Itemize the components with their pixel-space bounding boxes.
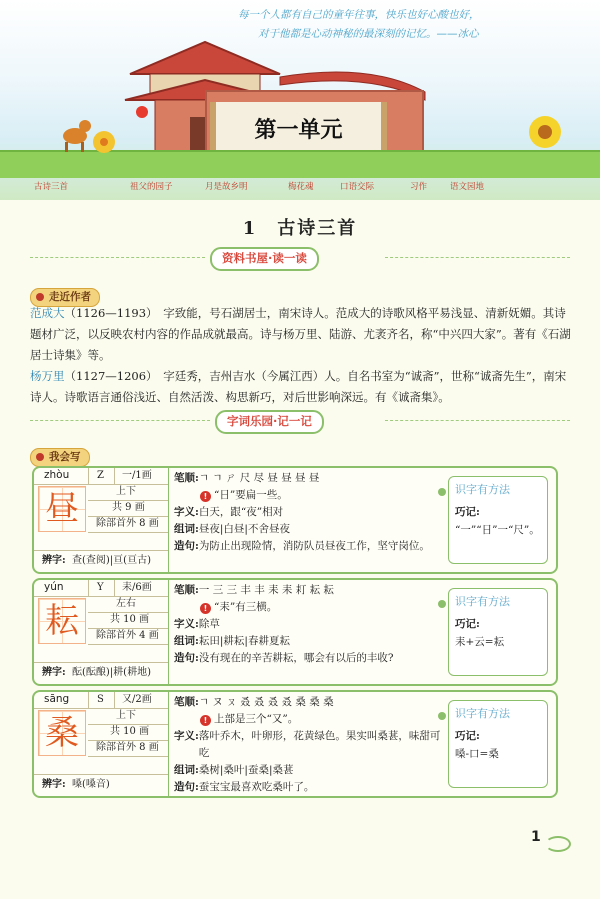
analysis-label: 辨字:: [42, 555, 66, 566]
sentence-label: 造句:: [174, 540, 199, 552]
nav-item[interactable]: 祖父的园子: [130, 182, 173, 192]
meaning-label: 字义:: [174, 730, 199, 742]
memory-tip-box: [448, 588, 548, 676]
connector-dot-icon: [438, 712, 446, 720]
sentence-text: 为防止出现险情，消防队员昼夜工作，坚守岗位。: [198, 540, 430, 552]
stroke-count: 共 10 画: [110, 614, 150, 625]
tag-dot-icon: [36, 293, 44, 301]
unit-header: [0, 0, 600, 200]
pinyin: zhòu: [44, 469, 70, 481]
method-label: 巧记:: [455, 618, 480, 630]
sentence-text: 蚕宝宝最喜欢吃桑叶了。: [198, 781, 315, 793]
words-label: 组词:: [174, 635, 199, 647]
nav-item[interactable]: 习作: [410, 182, 428, 192]
method-label: 巧记:: [455, 506, 480, 518]
warning-icon: !: [200, 491, 211, 502]
section-banner-reading: 资料书屋·读一读: [210, 247, 319, 271]
analysis-text: 嗓(嗓音): [72, 779, 110, 790]
radical: 又/2画: [122, 694, 152, 705]
index-letter: Z: [97, 470, 104, 481]
method-text: 嗓-口=桑: [455, 748, 499, 760]
stroke-count: 共 9 画: [112, 502, 145, 513]
tag-label: 我会写: [49, 451, 81, 463]
pinyin: yún: [44, 581, 64, 593]
method-text: “一”“日”一“尺”。: [455, 524, 540, 536]
char-details: [174, 470, 444, 555]
nav-item[interactable]: 月是故乡明: [205, 182, 248, 192]
remaining-strokes: 除部首外 4 画: [96, 630, 159, 641]
nav-item[interactable]: 古诗三首: [34, 182, 69, 192]
stroke-order: ㄱ ㄱ ㄕ 尺 尽 昼 昼 昼 昼: [198, 472, 320, 484]
section-tag-write: [30, 448, 90, 467]
method-title: 识字有方法: [455, 707, 510, 720]
lesson-title: 1 古诗三首: [242, 218, 358, 239]
analysis-label: 辨字:: [42, 667, 66, 678]
author-paragraph-fan: [30, 303, 575, 366]
sentence-label: 造句:: [174, 652, 199, 664]
stroke-order: ㄱ ヌ ㄡ 叒 叒 叒 叒 桑 桑 桑: [198, 696, 334, 708]
page-number: 1: [531, 829, 541, 845]
big-character: 耘: [38, 598, 86, 644]
char-info: [34, 468, 169, 572]
nav-item[interactable]: 语文园地: [450, 182, 485, 192]
writing-tip: “耒”有三横。: [214, 601, 278, 613]
remaining-strokes: 除部首外 8 画: [96, 518, 159, 529]
poet-bio: （1126—1193） 字致能，号石湖居士，南宋诗人。范成大的诗歌风格平易浅显、清新妩媚。其诗题材广泛，以反映农村内容的作品成就最高。诗与杨万里、陆游、尤袤齐名，称“中兴四大家”。著有《石湖居士诗集》等。: [30, 306, 571, 362]
quote-line-2: 对于他都是心动神秘的最深刻的记忆。——冰心: [258, 28, 479, 40]
method-title: 识字有方法: [455, 483, 510, 496]
writing-tip: “日”要扁一些。: [214, 489, 288, 501]
swirl-decoration-icon: [545, 836, 571, 852]
radical: 一/1画: [122, 470, 152, 481]
char-info: [34, 692, 169, 796]
poet-name: 杨万里: [30, 369, 65, 383]
warning-icon: !: [200, 715, 211, 726]
order-label: 笔顺:: [174, 696, 199, 708]
divider: [30, 257, 205, 259]
words-text: 桑树|桑叶|蚕桑|桑葚: [198, 764, 294, 776]
stroke-order: 一 三 三 丰 丰 耒 耒 耓 耘 耘: [198, 584, 334, 596]
sentence-label: 造句:: [174, 781, 199, 793]
index-letter: Y: [97, 582, 104, 593]
meaning-label: 字义:: [174, 506, 199, 518]
nav-item[interactable]: 梅花魂: [288, 182, 314, 192]
char-details: [174, 582, 444, 667]
method-text: 耒+云=耘: [455, 636, 505, 648]
order-label: 笔顺:: [174, 584, 199, 596]
unit-title: 第一单元: [210, 102, 387, 160]
index-letter: S: [97, 694, 104, 705]
pinyin: sāng: [44, 693, 70, 705]
char-card-sang: [32, 690, 558, 798]
analysis-text: 酝(酝酿)|耕(耕地): [72, 667, 151, 678]
deer-icon: [55, 112, 95, 152]
words-label: 组词:: [174, 764, 199, 776]
order-label: 笔顺:: [174, 472, 199, 484]
words-text: 耘田|耕耘|春耕夏耘: [198, 635, 290, 647]
memory-tip-box: [448, 476, 548, 564]
tag-label: 走近作者: [49, 291, 91, 303]
sentence-text: 没有现在的辛苦耕耘，哪会有以后的丰收?: [198, 652, 394, 664]
analysis-text: 查(查阅)|亘(亘古): [72, 555, 151, 566]
char-details: [174, 694, 444, 796]
structure: 上下: [116, 486, 136, 497]
divider: [385, 257, 570, 259]
divider: [30, 420, 210, 422]
meaning-text: 白天，跟“夜”相对: [198, 506, 284, 518]
meaning-label: 字义:: [174, 618, 199, 630]
words-label: 组词:: [174, 523, 199, 535]
radical: 耒/6画: [122, 582, 152, 593]
writing-tip: 上部是三个“又”。: [214, 713, 299, 725]
warning-icon: !: [200, 603, 211, 614]
meaning-text: 除草: [198, 618, 220, 630]
flower-icon: [90, 128, 118, 156]
char-card-zhou: [32, 466, 558, 574]
poet-bio: （1127—1206） 字廷秀，吉州吉水（今属江西）人。自名书室为“诚斋”，世称“诚斋先生”，南宋诗人。诗歌语言通俗浅近、自然活泼、构思新巧，对后世影响深远。有《诚斋集》。: [30, 369, 567, 404]
nav-item[interactable]: 口语交际: [340, 182, 375, 192]
divider: [385, 420, 570, 422]
section-banner-words: 字词乐园·记一记: [215, 410, 324, 434]
memory-tip-box: [448, 700, 548, 788]
unit-nav: [0, 174, 600, 196]
analysis-label: 辨字:: [42, 779, 66, 790]
structure: 上下: [116, 710, 136, 721]
structure: 左右: [116, 598, 136, 609]
connector-dot-icon: [438, 488, 446, 496]
author-paragraph-yang: [30, 366, 575, 408]
char-card-yun: [32, 578, 558, 686]
remaining-strokes: 除部首外 8 画: [96, 742, 159, 753]
method-label: 巧记:: [455, 730, 480, 742]
poet-name: 范成大: [30, 306, 65, 320]
big-character: 昼: [38, 486, 86, 532]
method-title: 识字有方法: [455, 595, 510, 608]
big-character: 桑: [38, 710, 86, 756]
tag-dot-icon: [36, 453, 44, 461]
words-text: 昼夜|白昼|不舍昼夜: [198, 523, 290, 535]
meaning-text: 落叶乔木，叶卵形，花黄绿色。果实叫桑葚，味甜可吃: [198, 730, 441, 759]
sunflower-icon: [525, 112, 565, 152]
char-info: [34, 580, 169, 684]
quote-line-1: 每一个人都有自己的童年往事，快乐也好心酸也好，: [238, 9, 480, 21]
stroke-count: 共 10 画: [110, 726, 150, 737]
connector-dot-icon: [438, 600, 446, 608]
